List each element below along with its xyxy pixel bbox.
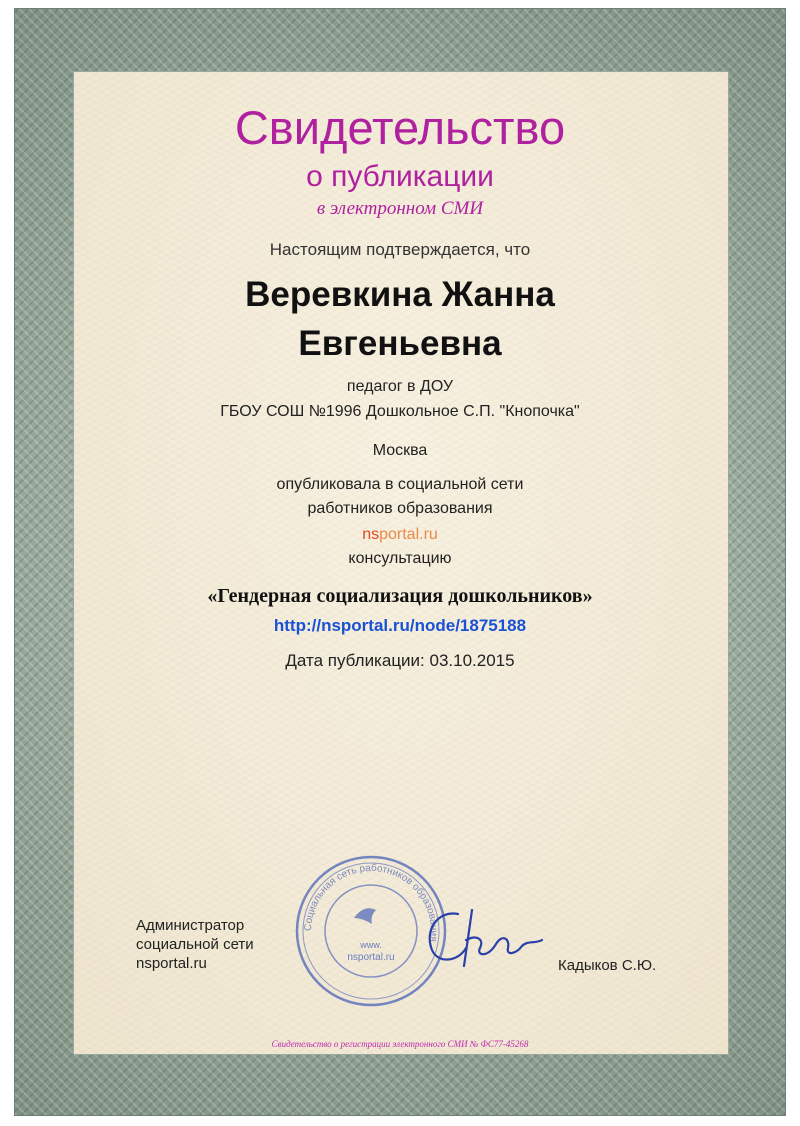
work-type: консультацию — [348, 550, 452, 567]
admin-block — [136, 916, 254, 973]
recipient-city: Москва — [372, 442, 428, 459]
certificate-subtitle: о публикации — [306, 160, 494, 193]
stamp-ring-text: Социальная сеть работников образования — [302, 862, 440, 943]
published-text-line1: опубликовала в социальной сети — [276, 476, 524, 493]
admin-line3: nsportal.ru — [136, 955, 207, 972]
stamp-center-line1: www. — [360, 940, 382, 950]
admin-line2: социальной сети — [136, 936, 254, 953]
signer-name: Кадыков С.Ю. — [558, 957, 657, 974]
published-text-line2: работников образования — [307, 500, 493, 517]
work-title: «Гендерная социализация дошкольников» — [207, 585, 593, 607]
publication-link[interactable]: http://nsportal.ru/node/1875188 — [273, 616, 527, 635]
signature — [418, 900, 558, 980]
certificate-subsubtitle: в электронном СМИ — [316, 198, 484, 219]
site-name — [0, 526, 800, 544]
stamp-center-line2: nsportal.ru — [347, 952, 395, 963]
admin-line1: Администратор — [136, 917, 245, 934]
registration-text: Свидетельство о регистрации электронного СМИ № ФС77-45268 — [271, 1039, 529, 1049]
publication-date: Дата публикации: 03.10.2015 — [285, 651, 515, 670]
recipient-name-line1: Веревкина Жанна — [245, 275, 555, 314]
site-name-rest: portal.ru — [379, 526, 438, 543]
site-name-ns: ns — [362, 526, 380, 543]
certificate-title: Свидетельство — [234, 101, 566, 154]
recipient-name-line2: Евгеньевна — [298, 324, 502, 363]
confirm-text: Настоящим подтверждается, что — [269, 240, 531, 259]
recipient-organization: ГБОУ СОШ №1996 Дошкольное С.П. "Кнопочка" — [220, 403, 580, 420]
recipient-position: педагог в ДОУ — [346, 378, 454, 395]
